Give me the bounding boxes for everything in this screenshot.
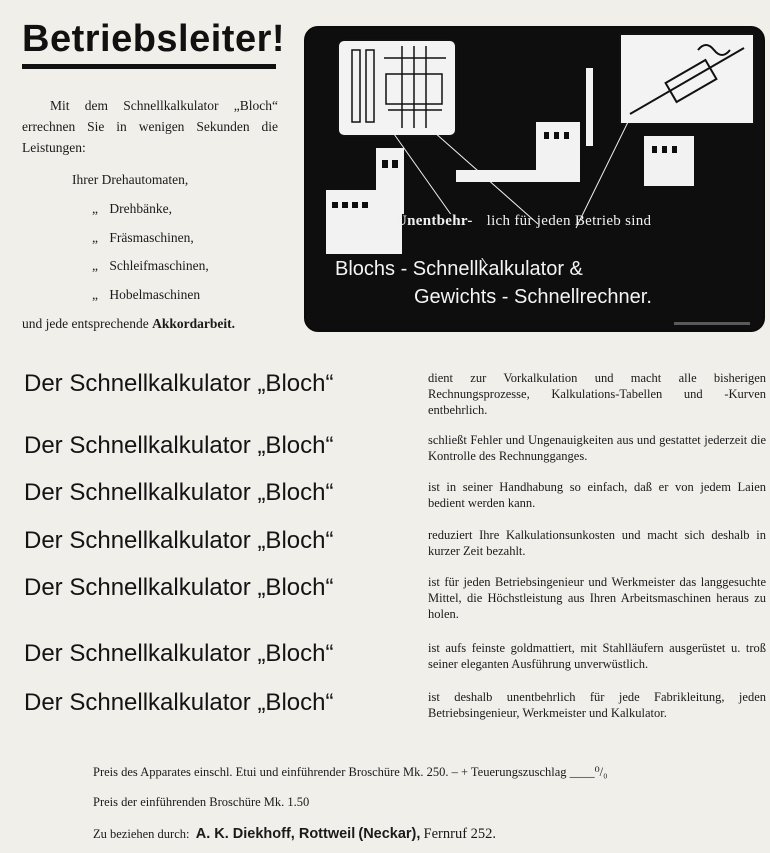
printer-mark [674,322,750,325]
feature-name: Der Schnellkalkulator „Bloch“ [24,574,334,601]
supplier-label: Zu beziehen durch: [93,827,190,841]
machine-item [84,258,209,274]
ditto-mark: „ [92,287,98,302]
machine-item [84,287,200,303]
supplier-phone: Fernruf 252. [423,826,497,842]
ditto-mark: „ [92,201,98,216]
closing-text: und jede entsprechende [22,316,149,331]
machine-item [84,201,172,217]
feature-name: Der Schnellkalkulator „Bloch“ [24,432,334,459]
feature-description: ist deshalb unentbehrlich für jede Fabrikleitung, jeden Betriebsingenieur, Werkmeister und Kalkulator. [428,690,766,720]
advert-product-2: Gewichts - Schnellrechner. [414,286,652,308]
title-underline [22,64,276,69]
advert-tagline-b: lich für jeden Betrieb sind [486,213,652,229]
advert-tagline-a: Unentbehr- [396,213,473,229]
factory-illustration [306,28,763,330]
page-title: Betriebsleiter! [22,18,286,60]
ditto-mark: „ [92,230,98,245]
supplier-name: A. K. Diekhoff, Rottweil [195,826,356,842]
feature-description: ist aufs feinste goldmattiert, mit Stahlläufern ausgerüstet u. troß seiner eleganten Ausführung unverwüstlich. [428,641,766,671]
feature-description: ist für jeden Betriebsingenieur und Werkmeister das langgesuchte Mittel, die Höchstleistung aus Ihren Arbeitsmaschinen heraus zu holen. [428,575,766,621]
machine-item [84,230,194,246]
machine-label: Schleifmaschinen, [109,258,209,273]
intro-text: Mit dem Schnellkalkulator „Bloch“ errechnen Sie in wenigen Sekunden die Leistungen: [22,98,278,155]
feature-description: schließt Fehler und Ungenauigkeiten aus und gestattet jederzeit die Kontrolle des Rechnungganges. [428,433,766,463]
intro-paragraph [22,95,278,158]
machine-first: Ihrer Drehautomaten, [72,172,189,187]
intro-closing [22,316,235,332]
closing-bold: Akkordarbeit. [152,316,235,331]
feature-name: Der Schnellkalkulator „Bloch“ [24,527,334,554]
advert-product-1: Blochs - Schnellkalkulator & [335,258,583,280]
feature-name: Der Schnellkalkulator „Bloch“ [24,479,334,506]
feature-description: reduziert Ihre Kalkulationsunkosten und macht sich deshalb in kurzer Zeit bezahlt. [428,528,766,558]
feature-description: ist in seiner Handhabung so einfach, daß er von jedem Laien bedient werden kann. [428,480,766,510]
calculator-inset [620,34,754,124]
ditto-mark: „ [92,258,98,273]
machine-label: Drehbänke, [109,201,172,216]
feature-name: Der Schnellkalkulator „Bloch“ [24,640,334,667]
machine-label: Fräsmaschinen, [109,230,194,245]
feature-name: Der Schnellkalkulator „Bloch“ [24,370,334,397]
advert-tagline [396,213,651,230]
brochure-price-line: Preis der einführenden Broschüre Mk. 1.50 [93,795,310,809]
feature-description: dient zur Vorkalkulation und macht alle bisherigen Rechnungsprozesse, Kalkulations-Tabellen und -Kurven entbehrlich. [428,371,766,417]
supplier-region: (Neckar), [358,826,421,842]
price-line: Preis des Apparates einschl. Etui und einführender Broschüre Mk. 250. – + Teuerungszuschlag ____⁰/₀ [93,765,608,779]
machine-label: Hobelmaschinen [109,287,201,302]
feature-name: Der Schnellkalkulator „Bloch“ [24,689,334,716]
supplier-line [93,826,496,843]
